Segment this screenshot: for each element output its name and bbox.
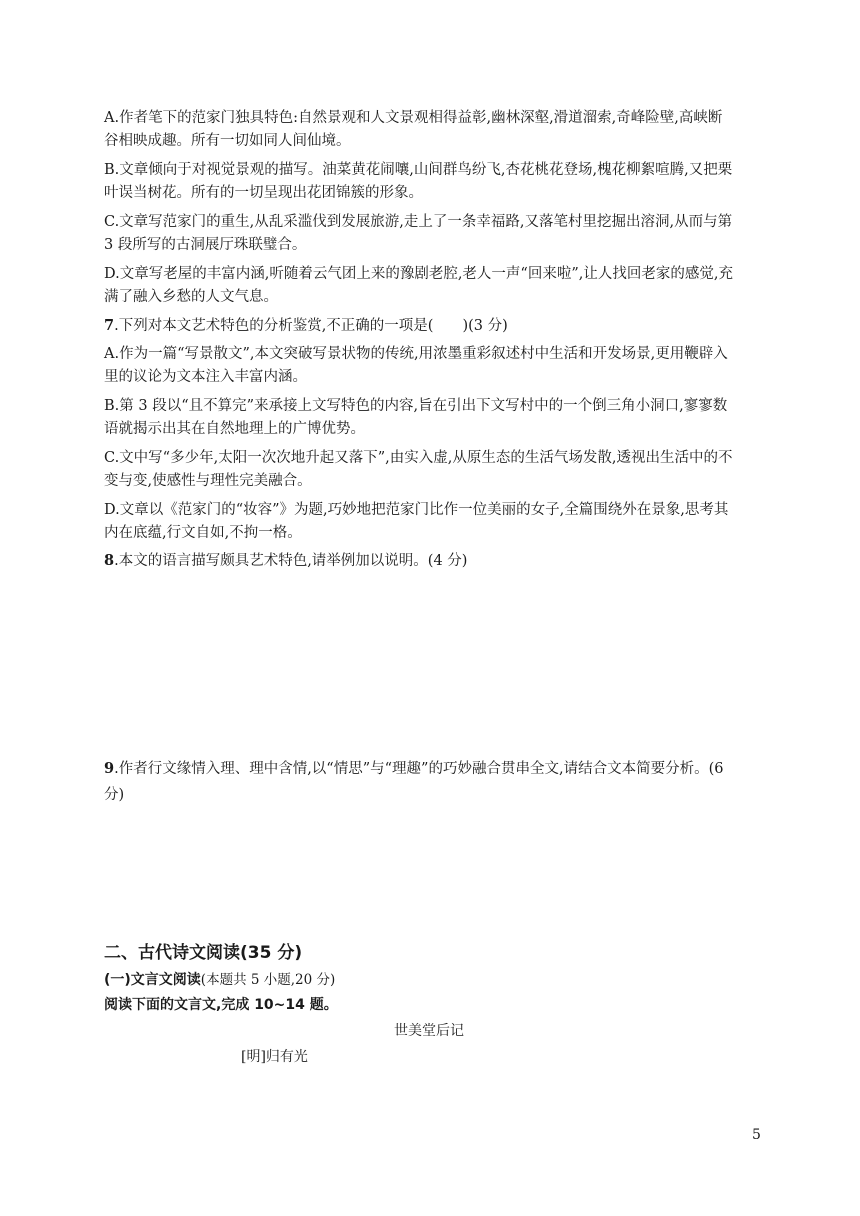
q6-option-a-line2: 谷相映成趣。所有一切如同人间仙境。: [104, 133, 351, 149]
q7-option-a-line2: 里的议论为文本注入丰富内涵。: [104, 369, 307, 385]
q9-stem-text: .作者行文缘情入理、理中含情,以“情思”与“理趣”的巧妙融合贯串全文,请结合文本简要分析。(6: [114, 761, 724, 777]
sub-section-heading: [104, 968, 335, 989]
q7-option-c-line1: C.文中写“多少年,太阳一次次地升起又落下”,由实入虚,从原生态的生活气场发散,透视出生活中的不: [104, 450, 733, 466]
q8-number: 8: [104, 552, 115, 569]
q6-option-d-line2: 满了融入乡愁的人文气息。: [104, 289, 278, 305]
sub-section-title: (一)文言文阅读: [104, 972, 201, 988]
q6-option-c-line1: C.文章写范家门的重生,从乱采滥伐到发展旅游,走上了一条幸福路,又落笔村里挖掘出溶洞,从而与第: [104, 214, 733, 230]
q9-stem-line1: [104, 760, 723, 778]
q7-option-d-line1: D.文章以《范家门的“妆容”》为题,巧妙地把范家门比作一位美丽的女子,全篇围绕外在景象,思考其: [104, 502, 729, 518]
q6-option-b-line2: 叶误当树花。所有的一切呈现出花团锦簇的形象。: [104, 185, 423, 201]
q8-stem: [104, 552, 467, 570]
q9-stem-line2: 分): [104, 787, 125, 803]
q7-option-c-line2: 变与变,使感性与理性完美融合。: [104, 473, 312, 489]
q6-option-b-line1: B.文章倾向于对视觉景观的描写。油菜黄花闹嚷,山间群鸟纷飞,杏花桃花登场,槐花柳絮喧腾,又把栗: [104, 162, 733, 178]
q6-option-c-line2: 3 段所写的古洞展厅珠联璧合。: [104, 237, 307, 253]
sub-section-note: (本题共 5 小题,20 分): [200, 972, 336, 988]
passage-title: 世美堂后记: [394, 1023, 464, 1039]
q7-stem-text: .下列对本文艺术特色的分析鉴赏,不正确的一项是( )(3 分): [114, 318, 508, 334]
page-number: 5: [752, 1127, 761, 1143]
q8-stem-text: .本文的语言描写颇具艺术特色,请举例加以说明。(4 分): [114, 553, 468, 569]
q7-number: 7: [104, 317, 115, 334]
q7-option-b-line1: B.第 3 段以“且不算完”来承接上文写特色的内容,旨在引出下文写村中的一个倒三角小洞口,寥寥数: [104, 398, 728, 414]
section-heading: 二、古代诗文阅读(35 分): [104, 943, 303, 963]
reading-instruction: 阅读下面的文言文,完成 10~14 题。: [104, 997, 338, 1013]
q7-stem: [104, 317, 508, 335]
q7-option-d-line2: 内在底蕴,行文自如,不拘一格。: [104, 525, 302, 541]
passage-author: [明]归有光: [241, 1049, 308, 1065]
q6-option-d-line1: D.文章写老屋的丰富内涵,听随着云气团上来的豫剧老腔,老人一声“回来啦”,让人找回老家的感觉,充: [104, 266, 733, 282]
q7-option-b-line2: 语就揭示出其在自然地理上的广博优势。: [104, 421, 365, 437]
q6-option-a-line1: A.作者笔下的范家门独具特色:自然景观和人文景观相得益彰,幽林深壑,滑道溜索,奇峰险壁,高峡断: [104, 110, 723, 126]
q7-option-a-line1: A.作为一篇“写景散文”,本文突破写景状物的传统,用浓墨重彩叙述村中生活和开发场景,更用鞭辟入: [104, 346, 728, 362]
q9-number: 9: [104, 760, 115, 777]
